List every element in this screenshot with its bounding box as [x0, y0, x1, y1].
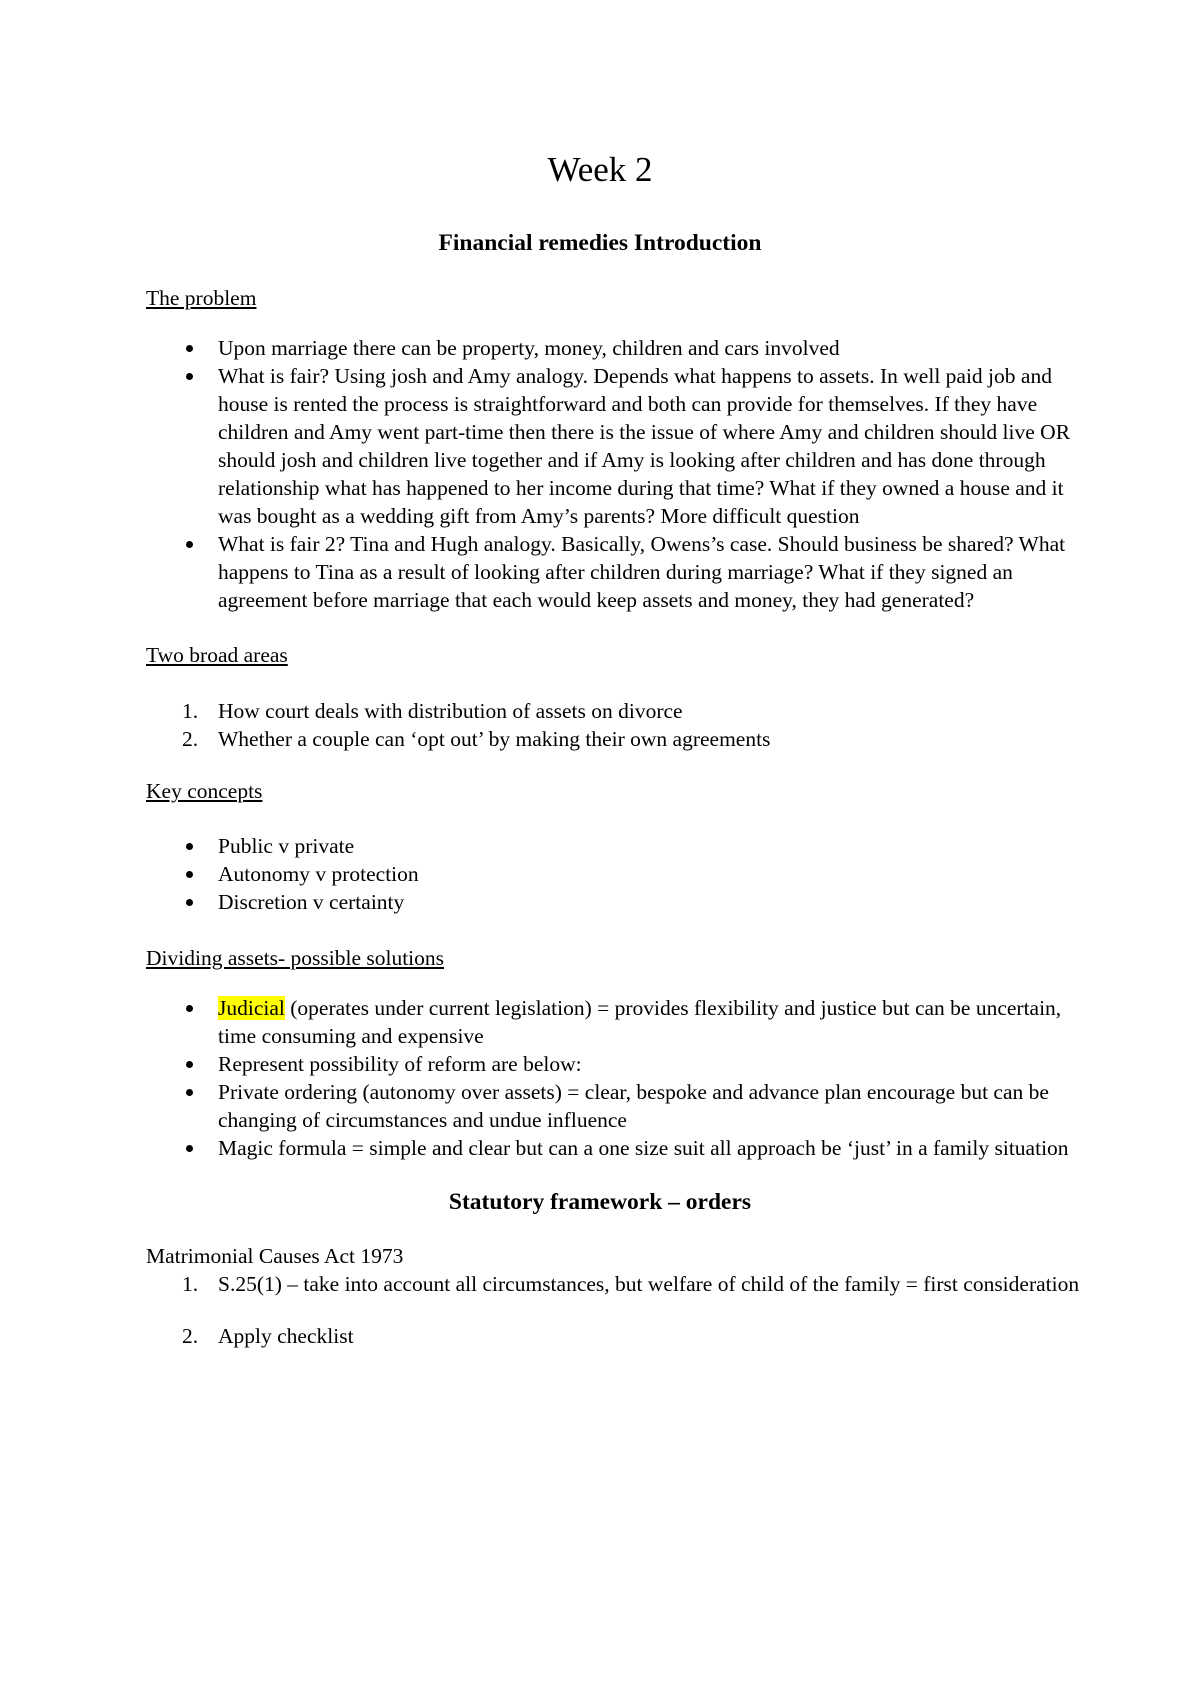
- heading-the-problem: The problem: [146, 286, 257, 310]
- list-item: [146, 1322, 1080, 1350]
- section-heading-statutory-framework: Statutory framework – orders: [448, 1189, 752, 1215]
- list-number: 2.: [182, 1324, 199, 1348]
- list-item: [146, 1270, 1080, 1298]
- highlighted-term: Judicial: [218, 996, 285, 1020]
- heading-key-concepts: Key concepts: [146, 779, 263, 803]
- list-item: What is fair? Using josh and Amy analogy. Depends what happens to assets. In well paid job and house is rented the process is straightforward and both can provide for themselves. If they have children and Amy went part-time then there is the issue of where Amy and children should live OR should josh and children live together and if Amy is looking after children and has done through relationship what has happened to her income during that time? What if they owned a house and it was bought as a wedding gift from Amy’s parents? More difficult question: [146, 362, 1080, 530]
- page-title: Week 2: [547, 150, 653, 189]
- list-item-text: How court deals with distribution of assets on divorce: [218, 699, 683, 723]
- list-item: Discretion v certainty: [146, 888, 1080, 916]
- list-item: [146, 697, 1080, 725]
- statutory-list: [146, 1270, 1080, 1350]
- list-item: Public v private: [146, 832, 1080, 860]
- list-item: [146, 725, 1080, 753]
- act-title: Matrimonial Causes Act 1973: [146, 1244, 404, 1268]
- list-item: Upon marriage there can be property, money, children and cars involved: [146, 334, 1080, 362]
- heading-dividing-assets: Dividing assets- possible solutions: [146, 946, 445, 970]
- list-item: Autonomy v protection: [146, 860, 1080, 888]
- list-item-text: (operates under current legislation) = provides flexibility and justice but can be uncertain, time consuming and expensive: [218, 996, 1062, 1048]
- areas-list: [146, 697, 1080, 753]
- heading-two-broad-areas: Two broad areas: [146, 643, 288, 667]
- list-number: 1.: [182, 699, 199, 723]
- list-item: [146, 994, 1080, 1050]
- document-body: [146, 228, 1080, 1350]
- list-item-text: Whether a couple can ‘opt out’ by making their own agreements: [218, 727, 771, 751]
- list-number: 2.: [182, 727, 199, 751]
- problem-list: [146, 334, 1080, 614]
- list-item-text: Apply checklist: [218, 1324, 354, 1348]
- list-number: 1.: [182, 1272, 199, 1296]
- list-item-text: S.25(1) – take into account all circumstances, but welfare of child of the family = first consideration: [218, 1272, 1080, 1296]
- section-heading-financial-remedies: Financial remedies Introduction: [438, 230, 762, 256]
- solutions-list: [146, 994, 1080, 1162]
- list-item: Private ordering (autonomy over assets) = clear, bespoke and advance plan encourage but can be changing of circumstances and undue influence: [146, 1078, 1080, 1134]
- list-item: Represent possibility of reform are below:: [146, 1050, 1080, 1078]
- concepts-list: [146, 832, 1080, 916]
- list-item: What is fair 2? Tina and Hugh analogy. Basically, Owens’s case. Should business be shared? What happens to Tina as a result of looking after children during marriage? What if they signed an agreement before marriage that each would keep assets and money, they had generated?: [146, 530, 1080, 614]
- list-item: Magic formula = simple and clear but can a one size suit all approach be ‘just’ in a family situation: [146, 1134, 1080, 1162]
